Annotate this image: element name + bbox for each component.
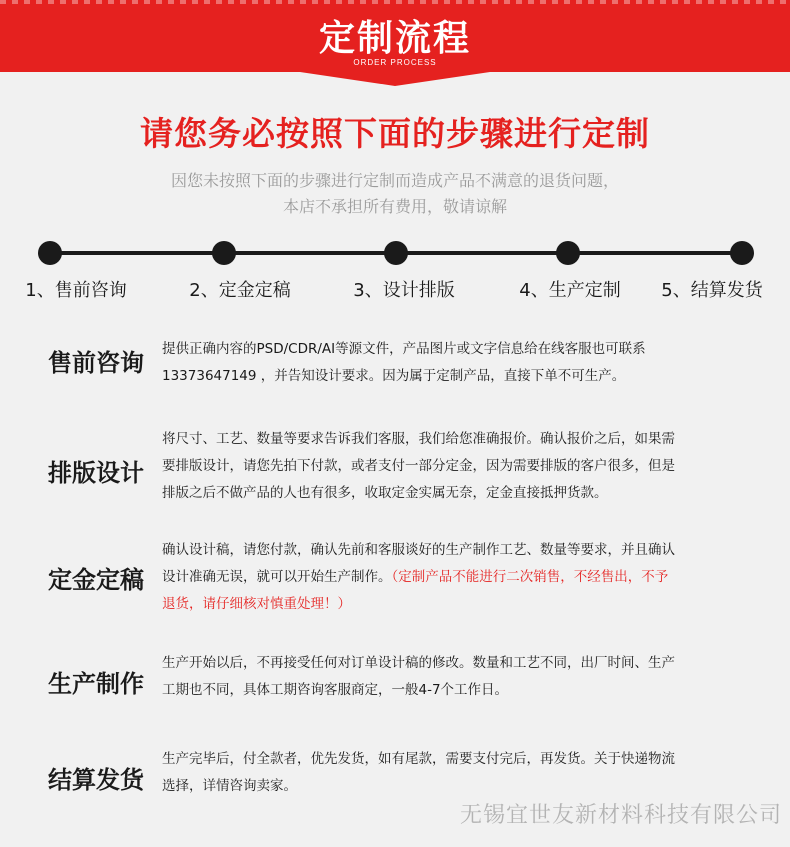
step-label-4: 4、生产定制: [519, 280, 621, 301]
company-watermark: 无锡宜世友新材料科技有限公司: [459, 803, 782, 828]
timeline-dot-3: [384, 241, 408, 265]
section-line: 生产完毕后，付全款者，优先发货，如有尾款，需要支付完后，再发货。关于快递物流: [162, 751, 675, 767]
step-label-5: 5、结算发货: [661, 280, 763, 301]
timeline-dot-5: [730, 241, 754, 265]
section-line: 要排版设计，请您先拍下付款，或者支付一部分定金，因为需要排版的客户很多，但是: [162, 458, 675, 474]
section-text: 设计准确无误，就可以开始生产制作。: [162, 569, 392, 585]
section-line: 选择，详情咨询卖家。: [162, 778, 297, 794]
section-body-production: [162, 650, 752, 704]
warning-text: （定制产品不能进行二次销售，不经售出，不予: [391, 569, 669, 585]
section-line: [162, 564, 752, 591]
timeline-dot-2: [212, 241, 236, 265]
section-line: 工期也不同，具体工期咨询客服商定，一般4-7个工作日。: [162, 682, 509, 698]
section-line: 提供正确内容的PSD/CDR/AI等源文件，产品图片或文字信息给在线客服也可联系: [162, 341, 646, 357]
warning-text: 退货，请仔细核对慎重处理！）: [162, 596, 351, 612]
page-headline: 请您务必按照下面的步骤进行定制: [140, 114, 650, 153]
section-title-settlement: 结算发货: [48, 766, 144, 794]
banner-subtitle: ORDER PROCESS: [353, 58, 437, 67]
section-title-presale: 售前咨询: [48, 349, 144, 377]
step-label-1: 1、售前咨询: [25, 280, 127, 301]
header-banner: [0, 0, 790, 86]
section-title-layout: 排版设计: [48, 459, 144, 487]
section-body-presale: [162, 336, 752, 390]
timeline-dot-1: [38, 241, 62, 265]
section-title-deposit: 定金定稿: [48, 566, 144, 594]
section-line: 13373647149 ，并告知设计要求。因为属于定制产品，直接下单不可生产。: [162, 368, 626, 384]
step-label-2: 2、定金定稿: [189, 280, 291, 301]
banner-texture: [0, 0, 790, 4]
section-title-production: 生产制作: [48, 670, 144, 698]
section-line: 将尺寸、工艺、数量等要求告诉我们客服，我们给您准确报价。确认报价之后，如果需: [162, 431, 675, 447]
section-body-layout: [162, 426, 752, 507]
section-body-deposit: [162, 537, 752, 618]
notice-line-1: 因您未按照下面的步骤进行定制而造成产品不满意的退货问题，: [170, 171, 619, 190]
banner-title: 定制流程: [318, 18, 471, 59]
timeline-dot-4: [556, 241, 580, 265]
section-line: 生产开始以后，不再接受任何对订单设计稿的修改。数量和工艺不同，出厂时间、生产: [162, 655, 675, 671]
section-line: 确认设计稿，请您付款，确认先前和客服谈好的生产制作工艺、数量等要求，并且确认: [162, 542, 675, 558]
notice-line-2: 本店不承担所有费用，敬请谅解: [282, 197, 507, 216]
section-body-settlement: [162, 746, 752, 800]
section-line: 排版之后不做产品的人也有很多，收取定金实属无奈，定金直接抵押货款。: [162, 485, 608, 501]
step-label-3: 3、设计排版: [353, 280, 455, 301]
